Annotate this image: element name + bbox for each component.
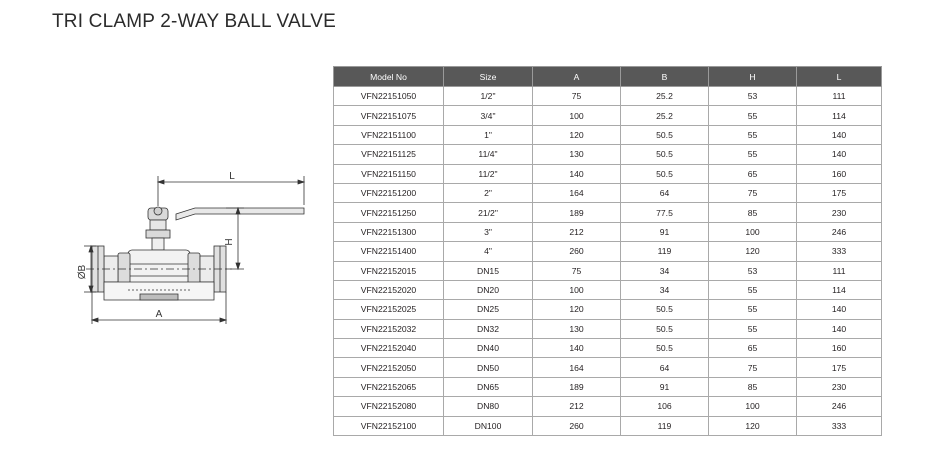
- table-header-row: [334, 67, 882, 87]
- cell-a: 130: [533, 145, 621, 164]
- header-l: L: [797, 67, 882, 87]
- cell-l: 140: [797, 319, 882, 338]
- table-row: [334, 106, 882, 125]
- table-row: [334, 377, 882, 396]
- table-row: [334, 183, 882, 202]
- cell-l: 114: [797, 106, 882, 125]
- table-row: [334, 164, 882, 183]
- cell-a: 75: [533, 261, 621, 280]
- cell-b: 91: [621, 222, 709, 241]
- cell-b: 34: [621, 261, 709, 280]
- cell-size: 3/4": [444, 106, 533, 125]
- dim-label-H: H: [224, 238, 235, 246]
- cell-l: 230: [797, 203, 882, 222]
- cell-model-no: VFN22152015: [334, 261, 444, 280]
- header-b: B: [621, 67, 709, 87]
- cell-model-no: VFN22152040: [334, 339, 444, 358]
- cell-h: 55: [709, 145, 797, 164]
- cell-model-no: VFN22151150: [334, 164, 444, 183]
- cell-l: 246: [797, 397, 882, 416]
- cell-b: 50.5: [621, 145, 709, 164]
- cell-h: 53: [709, 261, 797, 280]
- cell-h: 55: [709, 300, 797, 319]
- cell-size: DN25: [444, 300, 533, 319]
- cell-size: 4": [444, 242, 533, 261]
- cell-a: 120: [533, 125, 621, 144]
- cell-model-no: VFN22152050: [334, 358, 444, 377]
- cell-a: 260: [533, 416, 621, 435]
- cell-l: 140: [797, 145, 882, 164]
- cell-model-no: VFN22151200: [334, 183, 444, 202]
- cell-a: 130: [533, 319, 621, 338]
- cell-h: 100: [709, 397, 797, 416]
- cell-l: 111: [797, 87, 882, 106]
- cell-model-no: VFN22151100: [334, 125, 444, 144]
- cell-a: 75: [533, 87, 621, 106]
- cell-h: 85: [709, 203, 797, 222]
- cell-size: 21/2": [444, 203, 533, 222]
- cell-a: 260: [533, 242, 621, 261]
- cell-b: 25.2: [621, 87, 709, 106]
- dim-label-B: ØB: [77, 264, 88, 280]
- dim-label-A: A: [155, 309, 163, 320]
- header-model-no: Model No: [334, 67, 444, 87]
- cell-h: 120: [709, 242, 797, 261]
- cell-l: 160: [797, 339, 882, 358]
- cell-b: 64: [621, 358, 709, 377]
- cell-size: DN50: [444, 358, 533, 377]
- cell-a: 140: [533, 164, 621, 183]
- cell-model-no: VFN22152100: [334, 416, 444, 435]
- cell-b: 25.2: [621, 106, 709, 125]
- cell-size: DN100: [444, 416, 533, 435]
- table-row: [334, 242, 882, 261]
- cell-h: 100: [709, 222, 797, 241]
- cell-h: 65: [709, 164, 797, 183]
- cell-l: 333: [797, 416, 882, 435]
- cell-model-no: VFN22151050: [334, 87, 444, 106]
- cell-a: 164: [533, 183, 621, 202]
- cell-a: 212: [533, 222, 621, 241]
- cell-h: 55: [709, 319, 797, 338]
- cell-a: 189: [533, 203, 621, 222]
- cell-size: 3": [444, 222, 533, 241]
- table-row: [334, 358, 882, 377]
- cell-model-no: VFN22152020: [334, 280, 444, 299]
- header-size: Size: [444, 67, 533, 87]
- cell-b: 119: [621, 242, 709, 261]
- page-title: TRI CLAMP 2-WAY BALL VALVE: [52, 11, 336, 32]
- table-row: [334, 145, 882, 164]
- cell-b: 50.5: [621, 300, 709, 319]
- cell-l: 140: [797, 125, 882, 144]
- table-row: [334, 261, 882, 280]
- cell-l: 246: [797, 222, 882, 241]
- header-a: A: [533, 67, 621, 87]
- table-row: [334, 280, 882, 299]
- cell-a: 189: [533, 377, 621, 396]
- cell-size: DN15: [444, 261, 533, 280]
- cell-l: 140: [797, 300, 882, 319]
- cell-h: 85: [709, 377, 797, 396]
- cell-model-no: VFN22152065: [334, 377, 444, 396]
- cell-l: 160: [797, 164, 882, 183]
- cell-b: 50.5: [621, 164, 709, 183]
- cell-size: 11/2": [444, 164, 533, 183]
- cell-b: 64: [621, 183, 709, 202]
- table-row: [334, 222, 882, 241]
- cell-h: 65: [709, 339, 797, 358]
- cell-a: 212: [533, 397, 621, 416]
- cell-model-no: VFN22151400: [334, 242, 444, 261]
- cell-b: 50.5: [621, 319, 709, 338]
- table-row: [334, 203, 882, 222]
- cell-size: DN40: [444, 339, 533, 358]
- cell-size: 11/4": [444, 145, 533, 164]
- header-h: H: [709, 67, 797, 87]
- cell-model-no: VFN22151125: [334, 145, 444, 164]
- cell-l: 175: [797, 183, 882, 202]
- cell-model-no: VFN22152032: [334, 319, 444, 338]
- cell-size: DN32: [444, 319, 533, 338]
- table-row: [334, 300, 882, 319]
- cell-l: 230: [797, 377, 882, 396]
- cell-a: 120: [533, 300, 621, 319]
- cell-size: DN80: [444, 397, 533, 416]
- cell-h: 120: [709, 416, 797, 435]
- cell-h: 53: [709, 87, 797, 106]
- cell-h: 75: [709, 358, 797, 377]
- valve-drawing: [70, 168, 315, 328]
- dim-label-L: L: [229, 171, 235, 182]
- spec-table: [333, 66, 882, 436]
- cell-h: 55: [709, 106, 797, 125]
- table-row: [334, 87, 882, 106]
- cell-model-no: VFN22151250: [334, 203, 444, 222]
- table-row: [334, 416, 882, 435]
- table-row: [334, 339, 882, 358]
- cell-a: 100: [533, 106, 621, 125]
- cell-size: 1": [444, 125, 533, 144]
- table-row: [334, 397, 882, 416]
- cell-model-no: VFN22151075: [334, 106, 444, 125]
- cell-l: 111: [797, 261, 882, 280]
- cell-b: 50.5: [621, 125, 709, 144]
- cell-b: 106: [621, 397, 709, 416]
- cell-l: 175: [797, 358, 882, 377]
- cell-size: DN20: [444, 280, 533, 299]
- cell-size: 2": [444, 183, 533, 202]
- cell-a: 140: [533, 339, 621, 358]
- table-row: [334, 125, 882, 144]
- cell-size: DN65: [444, 377, 533, 396]
- cell-model-no: VFN22152025: [334, 300, 444, 319]
- cell-b: 77.5: [621, 203, 709, 222]
- cell-model-no: VFN22152080: [334, 397, 444, 416]
- cell-b: 50.5: [621, 339, 709, 358]
- cell-a: 100: [533, 280, 621, 299]
- cell-b: 34: [621, 280, 709, 299]
- cell-a: 164: [533, 358, 621, 377]
- cell-l: 114: [797, 280, 882, 299]
- cell-l: 333: [797, 242, 882, 261]
- cell-model-no: VFN22151300: [334, 222, 444, 241]
- cell-size: 1/2": [444, 87, 533, 106]
- cell-h: 55: [709, 125, 797, 144]
- table-row: [334, 319, 882, 338]
- cell-b: 119: [621, 416, 709, 435]
- cell-h: 75: [709, 183, 797, 202]
- cell-b: 91: [621, 377, 709, 396]
- cell-h: 55: [709, 280, 797, 299]
